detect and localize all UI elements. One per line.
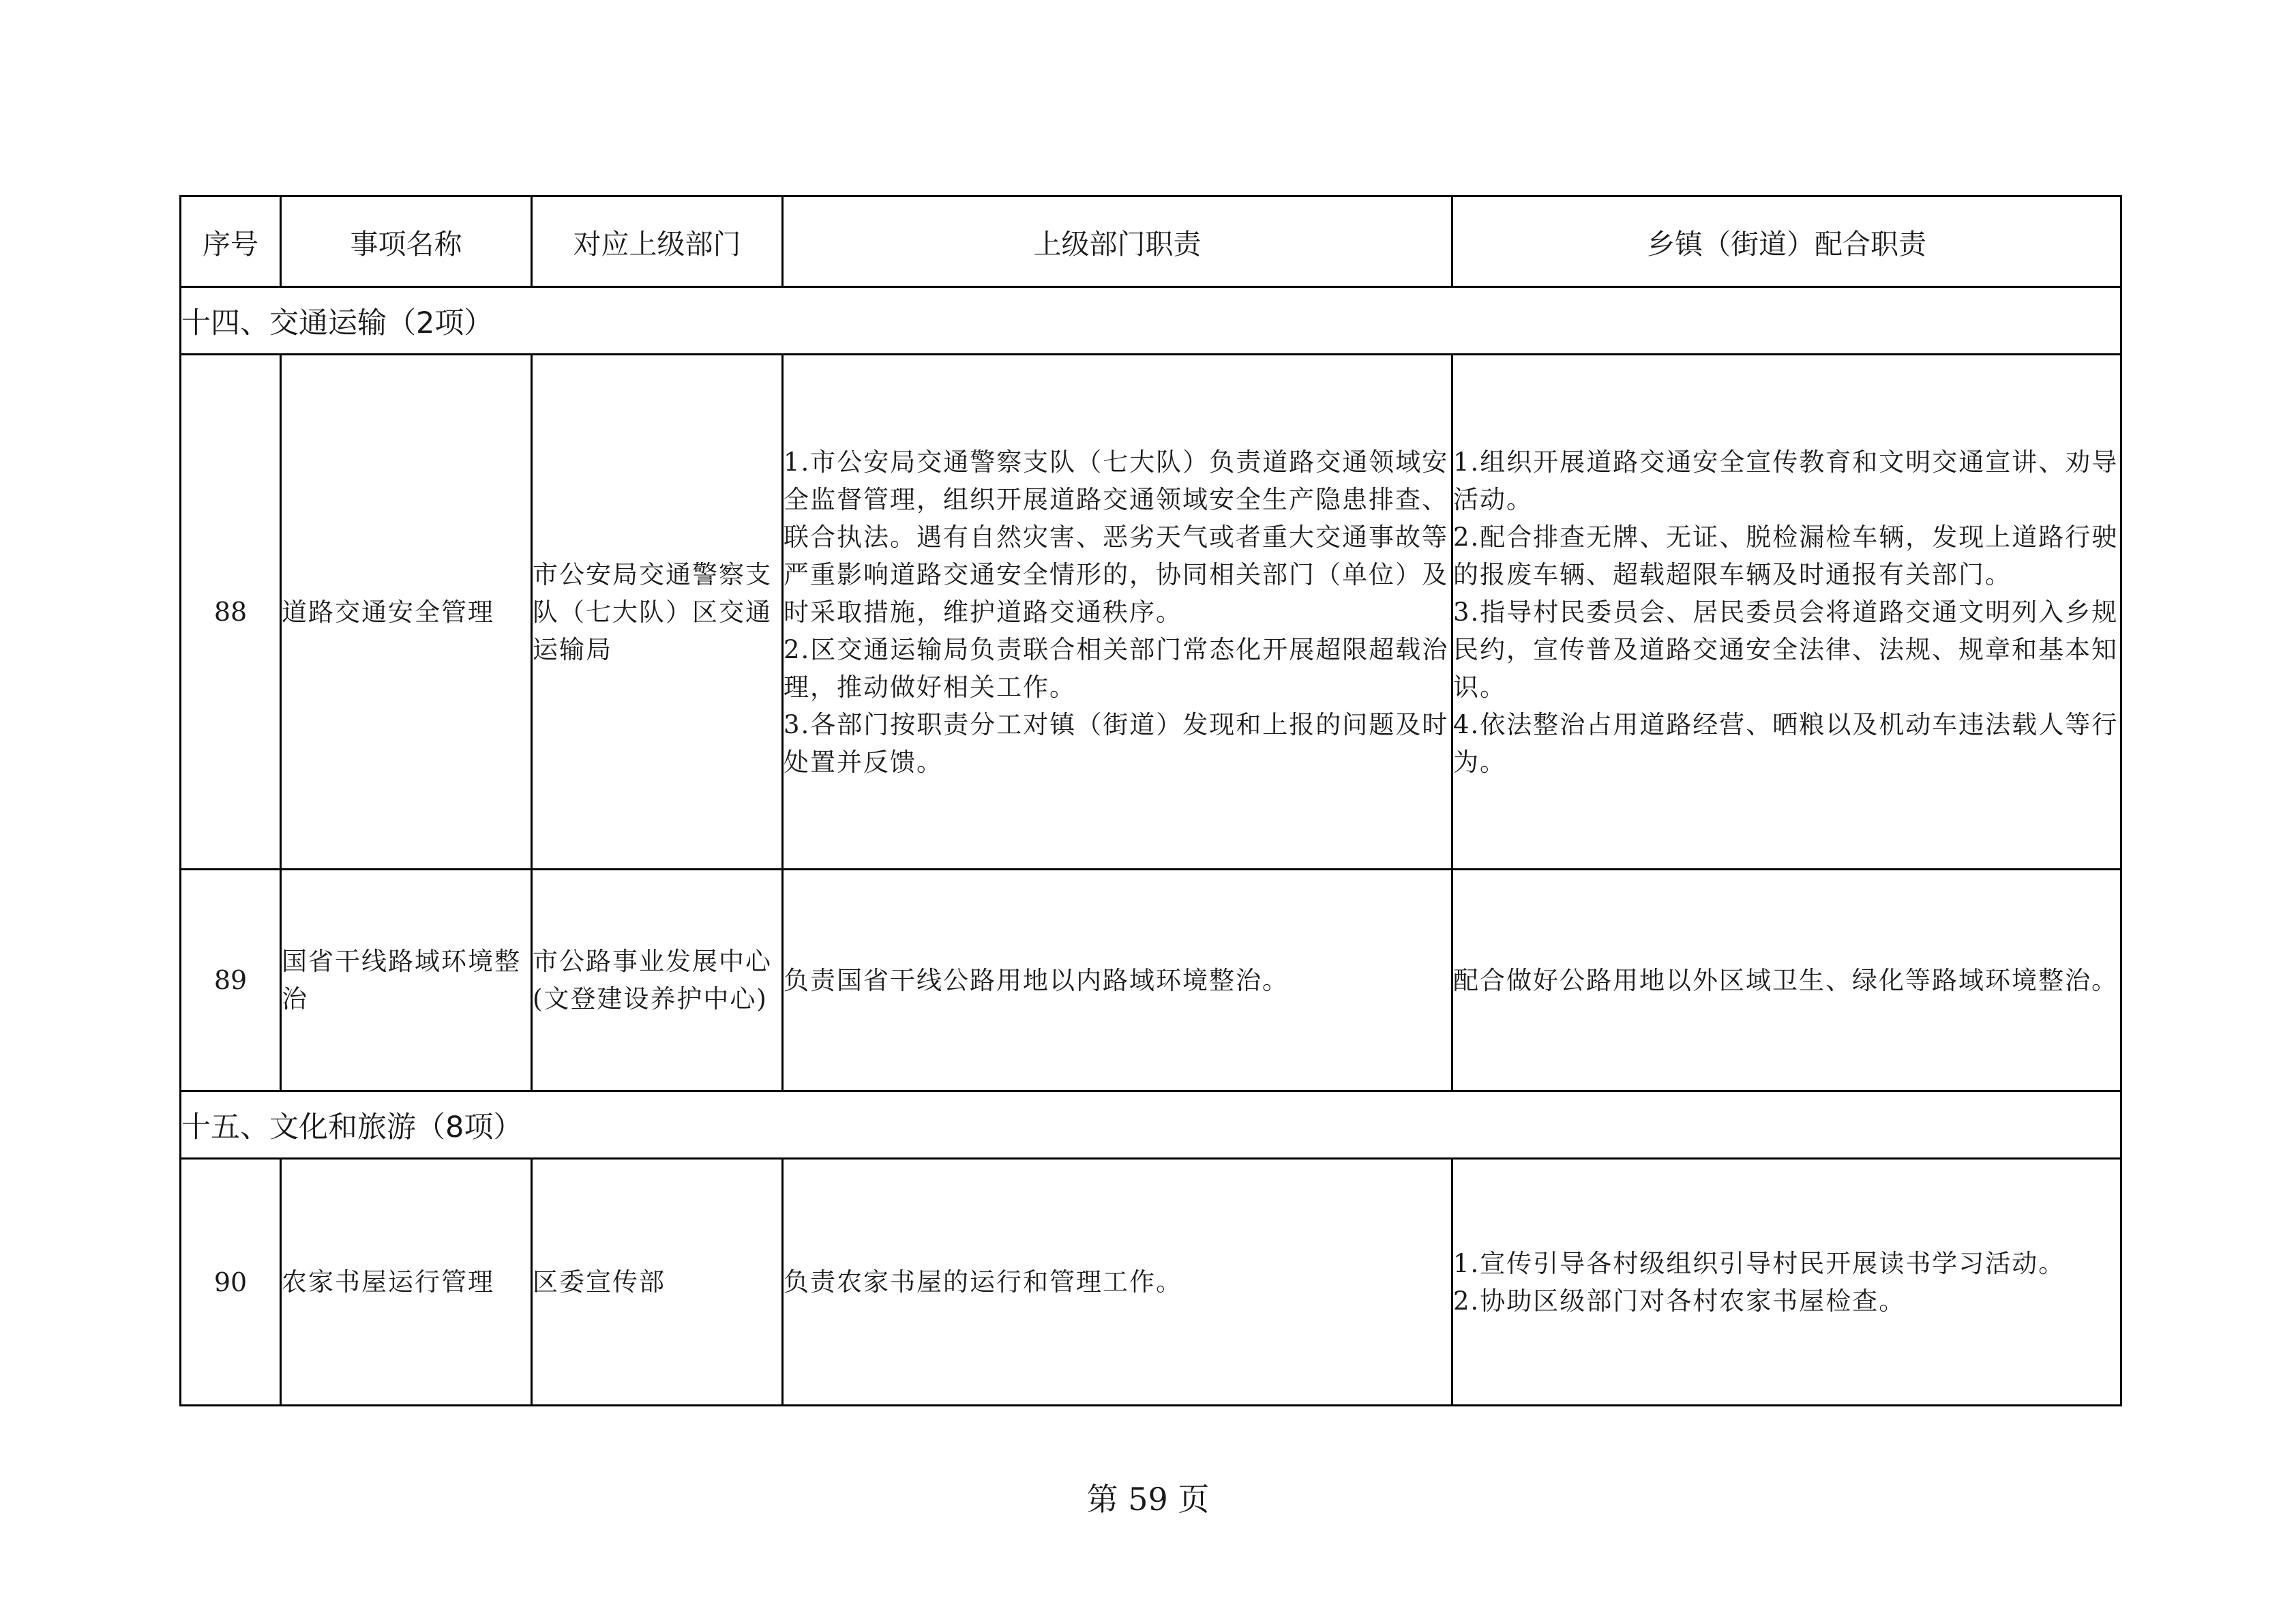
header-town-duty: 乡镇（街道）配合职责: [1452, 196, 2121, 287]
duty-item: 3.指导村民委员会、居民委员会将道路交通文明列入乡规民约，宣传普及道路交通安全法律、法规、规章和基本知识。: [1453, 597, 2119, 702]
section-row: [181, 287, 2121, 355]
header-item-name: 事项名称: [281, 196, 532, 287]
town-duty: [1452, 355, 2121, 870]
duty-item: 1.宣传引导各村级组织引导村民开展读书学习活动。: [1453, 1248, 2066, 1278]
item-name: 国省干线路域环境整治: [281, 870, 532, 1091]
duty-item: 1.组织开展道路交通安全宣传教育和文明交通宣讲、劝导活动。: [1453, 447, 2119, 514]
upper-duty: [783, 355, 1452, 870]
upper-dept: 市公路事业发展中心(文登建设养护中心): [532, 870, 783, 1091]
duty-item: 负责国省干线公路用地以内路域环境整治。: [784, 965, 1289, 995]
header-upper-dept: 对应上级部门: [532, 196, 783, 287]
responsibility-table: [179, 195, 2122, 1406]
duty-item: 3.各部门按职责分工对镇（街道）发现和上报的问题及时处置并反馈。: [784, 709, 1449, 777]
town-duty: [1452, 1159, 2121, 1406]
page-number: 第 59 页: [1086, 1481, 1210, 1518]
table-header-row: [181, 196, 2121, 287]
section-title: 十四、交通运输（2项）: [181, 287, 2121, 355]
duty-item: 4.依法整治占用道路经营、晒粮以及机动车违法载人等行为。: [1453, 709, 2119, 777]
item-name: 道路交通安全管理: [281, 355, 532, 870]
upper-duty: [783, 870, 1452, 1091]
upper-dept: 市公安局交通警察支队（七大队）区交通运输局: [532, 355, 783, 870]
duty-item: 1.市公安局交通警察支队（七大队）负责道路交通领域安全监督管理，组织开展道路交通领域安全生产隐患排查、联合执法。遇有自然灾害、恶劣天气或者重大交通事故等严重影响道路交通安全情形的，协同相关部门（单位）及时采取措施，维护道路交通秩序。: [784, 447, 1449, 627]
duty-item: 负责农家书屋的运行和管理工作。: [784, 1267, 1182, 1297]
table-row: [181, 870, 2121, 1091]
upper-dept: 区委宣传部: [532, 1159, 783, 1406]
town-duty: [1452, 870, 2121, 1091]
section-row: [181, 1091, 2121, 1159]
header-upper-duty: 上级部门职责: [783, 196, 1452, 287]
duty-item: 配合做好公路用地以外区域卫生、绿化等路域环境整治。: [1453, 965, 2118, 995]
section-title: 十五、文化和旅游（8项）: [181, 1091, 2121, 1159]
row-number: 90: [181, 1159, 281, 1406]
table-row: [181, 1159, 2121, 1406]
table-row: [181, 355, 2121, 870]
duty-item: 2.区交通运输局负责联合相关部门常态化开展超限超载治理，推动做好相关工作。: [784, 634, 1449, 702]
duty-item: 2.配合排查无牌、无证、脱检漏检车辆，发现上道路行驶的报废车辆、超载超限车辆及时通报有关部门。: [1453, 522, 2119, 589]
header-index: 序号: [181, 196, 281, 287]
row-number: 88: [181, 355, 281, 870]
duty-item: 2.协助区级部门对各村农家书屋检查。: [1453, 1286, 1906, 1316]
upper-duty: [783, 1159, 1452, 1406]
item-name: 农家书屋运行管理: [281, 1159, 532, 1406]
row-number: 89: [181, 870, 281, 1091]
